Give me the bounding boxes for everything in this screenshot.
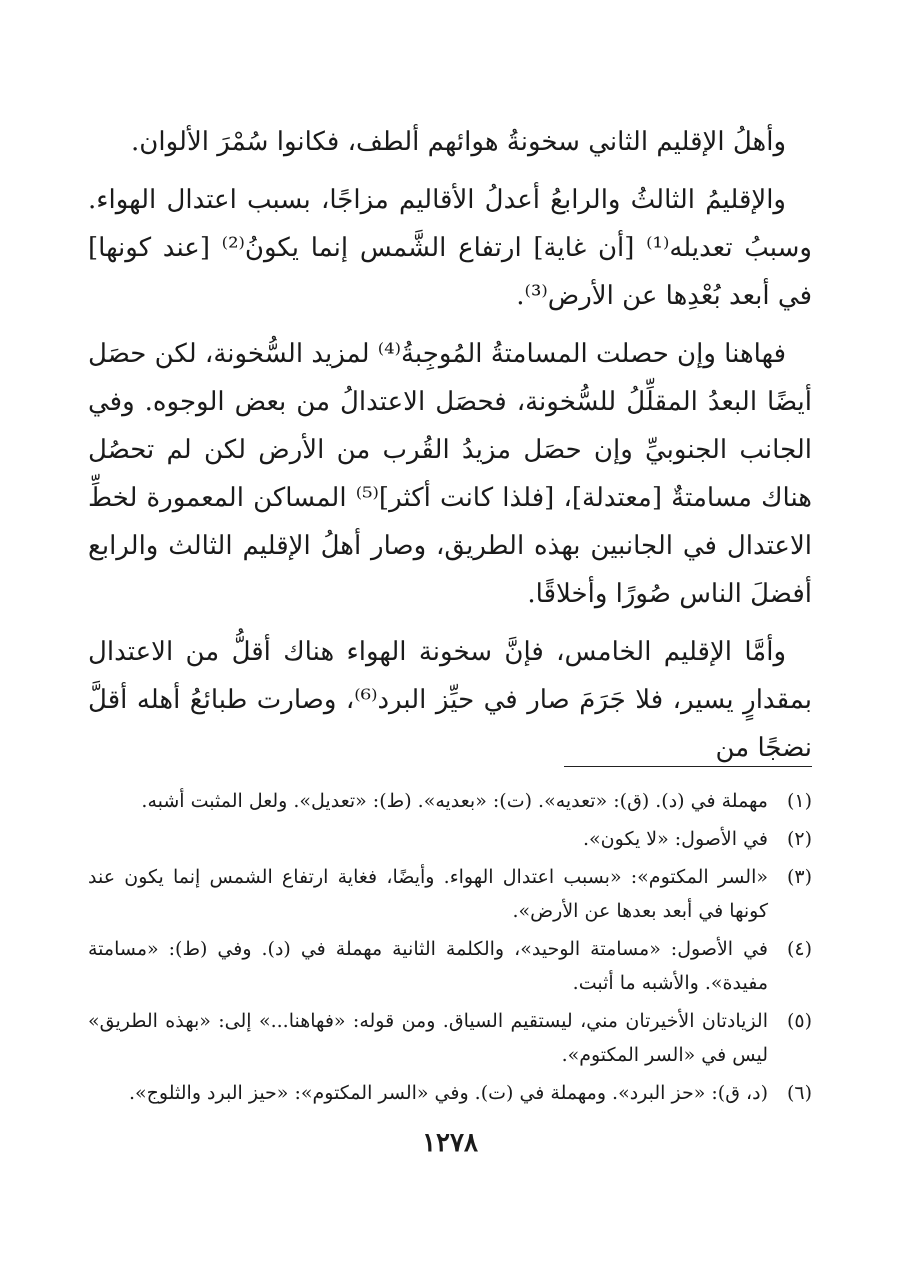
footnote-text: مهملة في (د). (ق): «تعديه». (ت): «بعديه». (ط): «تعديل». ولعل المثبت أشبه.: [141, 790, 768, 812]
footnote-5: [88, 1004, 812, 1072]
main-text: [88, 118, 812, 772]
footnote-number: (١): [786, 790, 812, 812]
footnote-3: [88, 860, 812, 928]
footnote-text: (د، ق): «حز البرد». ومهملة في (ت). وفي «السر المكتوم»: «حيز البرد والثلوج».: [129, 1082, 768, 1104]
footnote-number: (٤): [786, 938, 812, 960]
footnote-4: [88, 932, 812, 1000]
footnote-separator: [564, 766, 812, 767]
footnote-1: [88, 784, 812, 818]
footnote-number: (٦): [786, 1082, 812, 1104]
footnote-text: في الأصول: «مسامتة الوحيد»، والكلمة الثانية مهملة في (د). وفي (ط): «مسامتة مفيدة». والأشبه ما أثبت.: [88, 938, 768, 994]
footnote-text: الزيادتان الأخيرتان مني، ليستقيم السياق. ومن قوله: «فهاهنا...» إلى: «بهذه الطريق» ليس في «السر المكتوم».: [88, 1010, 768, 1066]
page-number: ١٢٧٨: [422, 1128, 478, 1158]
footnotes: [88, 784, 812, 1114]
paragraph-4: وأمَّا الإقليم الخامس، فإنَّ سخونة الهواء هناك أقلُّ من الاعتدال بمقدارٍ يسير، فلا جَرَمَ صار في حيِّز البرد⁽⁶⁾، وصارت طبائعُ أهله أقلَّ نضجًا من: [88, 637, 812, 763]
footnote-number: (٢): [786, 828, 812, 850]
paragraph-3: فهاهنا وإن حصلت المسامتةُ المُوجِبةُ⁽⁴⁾ لمزيد السُّخونة، لكن حصَل أيضًا البعدُ المقلِّلُ للسُّخونة، فحصَل الاعتدالُ من بعض الوجوه. وفي الجانب الجنوبيِّ وإن حصَل مزيدُ القُرب من الأرض لكن لم تحصُل هناك مسامتةٌ [معتدلة]، [فلذا كانت أكثر]⁽⁵⁾ المساكن المعمورة لخطِّ الاعتدال في الجانبين بهذه الطريق، وصار أهلُ الإقليم الثالث والرابع أفضلَ الناس صُورًا وأخلاقًا.: [88, 339, 812, 609]
paragraph-2: والإقليمُ الثالثُ والرابعُ أعدلُ الأقاليم مزاجًا، بسبب اعتدال الهواء. وسببُ تعديله⁽¹⁾ [أن غاية] ارتفاع الشَّمس إنما يكونُ⁽²⁾ [عند كونها] في أبعد بُعْدِها عن الأرض⁽³⁾.: [88, 185, 812, 311]
paragraph-1: وأهلُ الإقليم الثاني سخونةُ هوائهم ألطف، فكانوا سُمْرَ الألوان.: [131, 127, 786, 157]
footnote-2: [88, 822, 812, 856]
footnote-text: في الأصول: «لا يكون».: [583, 828, 768, 850]
footnote-6: [88, 1076, 812, 1110]
footnote-text: «السر المكتوم»: «بسبب اعتدال الهواء. وأيضًا، فغاية ارتفاع الشمس إنما يكون عند كونها في أبعد بعدها عن الأرض».: [88, 866, 768, 922]
footnote-number: (٣): [786, 866, 812, 888]
footnote-number: (٥): [786, 1010, 812, 1032]
